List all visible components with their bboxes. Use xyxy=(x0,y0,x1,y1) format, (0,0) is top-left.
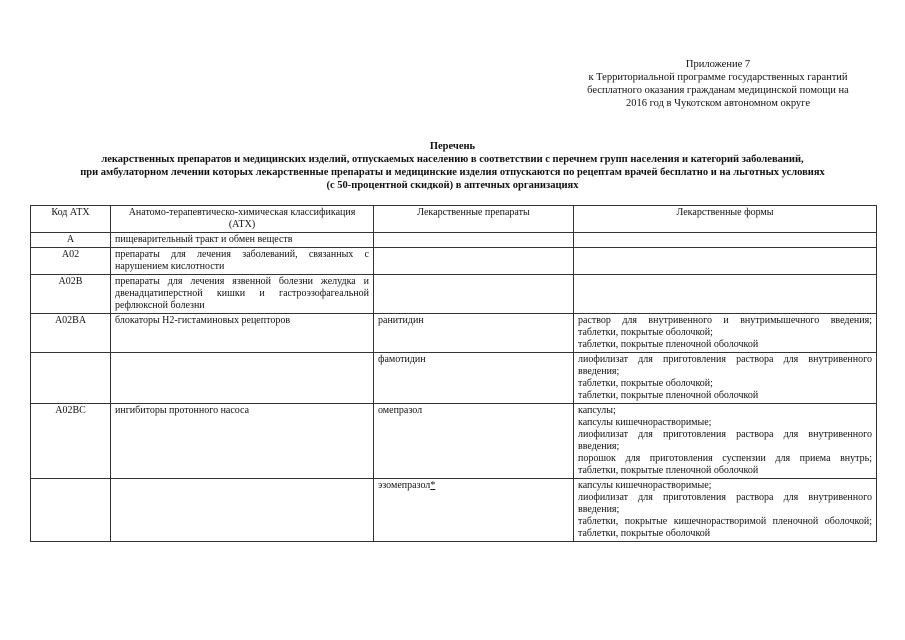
form-item: лиофилизат для приготовления раствора для внутривенного введения; xyxy=(578,354,872,377)
drug-forms xyxy=(574,479,877,542)
title-line: (с 50-процентной скидкой) в аптечных организациях xyxy=(326,180,579,191)
drug-forms xyxy=(574,353,877,404)
atx-class: блокаторы H2-гистаминовых рецепторов xyxy=(111,314,374,353)
header-code: Код АТХ xyxy=(31,206,111,233)
header-drugs: Лекарственные препараты xyxy=(374,206,574,233)
drug-name xyxy=(374,248,574,275)
atx-class xyxy=(111,353,374,404)
drug-forms xyxy=(574,275,877,314)
form-item: таблетки, покрытые пленочной оболочкой xyxy=(578,339,759,350)
header-classification: Анатомо-терапевтическо-химическая классификация (АТХ) xyxy=(111,206,374,233)
appendix-line: бесплатного оказания гражданам медицинской помощи на xyxy=(587,85,849,96)
table-header-row xyxy=(31,206,877,233)
drug-forms xyxy=(574,314,877,353)
form-item: порошок для приготовления суспензии для приема внутрь; xyxy=(578,453,872,464)
header-forms: Лекарственные формы xyxy=(574,206,877,233)
drug-name: ранитидин xyxy=(374,314,574,353)
drug-forms xyxy=(574,404,877,479)
atx-code: A xyxy=(31,233,111,248)
form-item: таблетки, покрытые оболочкой; xyxy=(578,327,713,338)
table-row xyxy=(31,248,877,275)
table-row xyxy=(31,275,877,314)
drug-name: омепразол xyxy=(374,404,574,479)
table-row xyxy=(31,233,877,248)
atx-code: A02B xyxy=(31,275,111,314)
form-item: таблетки, покрытые оболочкой xyxy=(578,528,711,539)
form-item: капсулы; xyxy=(578,405,616,416)
form-item: раствор для внутривенного и внутримышечного введения; xyxy=(578,315,872,326)
atx-code xyxy=(31,353,111,404)
atx-class: препараты для лечения язвенной болезни желудка и двенадцатиперстной кишки и гастроэзофагеальной рефлюксной болезни xyxy=(111,275,374,314)
drug-name xyxy=(374,275,574,314)
form-item: капсулы кишечнорастворимые; xyxy=(578,480,712,491)
title-line: при амбулаторном лечении которых лекарственные препараты и медицинские изделия отпускаются по рецептам врачей бесплатно и на льготных условиях xyxy=(80,167,825,178)
title-line: лекарственных препаратов и медицинских изделий, отпускаемых населению в соответствии с перечнем групп населения и категорий заболеваний, xyxy=(101,154,804,165)
title-heading: Перечень xyxy=(429,141,476,152)
drug-name xyxy=(374,233,574,248)
form-item: лиофилизат для приготовления раствора для внутривенного введения; xyxy=(578,429,872,452)
appendix-number: Приложение 7 xyxy=(685,59,751,70)
atx-code xyxy=(31,479,111,542)
appendix-line: к Территориальной программе государственных гарантий xyxy=(588,72,848,83)
table-row xyxy=(31,479,877,542)
drug-name: фамотидин xyxy=(374,353,574,404)
atx-table xyxy=(30,205,877,542)
atx-class xyxy=(111,479,374,542)
form-item: таблетки, покрытые пленочной оболочкой xyxy=(578,465,759,476)
atx-code: A02 xyxy=(31,248,111,275)
appendix-line: 2016 год в Чукотском автономном округе xyxy=(625,98,811,109)
form-item: таблетки, покрытые кишечнорастворимой пленочной оболочкой; xyxy=(578,516,872,527)
form-item: капсулы кишечнорастворимые; xyxy=(578,417,712,428)
footnote-link[interactable]: * xyxy=(430,480,436,491)
drug-forms xyxy=(574,248,877,275)
table-row xyxy=(31,353,877,404)
atx-class: препараты для лечения заболеваний, связанных с нарушением кислотности xyxy=(111,248,374,275)
form-item: лиофилизат для приготовления раствора для внутривенного введения; xyxy=(578,492,872,515)
atx-class: пищеварительный тракт и обмен веществ xyxy=(111,233,374,248)
atx-code: A02BC xyxy=(31,404,111,479)
document-title xyxy=(30,140,875,192)
form-item: таблетки, покрытые оболочкой; xyxy=(578,378,713,389)
drug-forms xyxy=(574,233,877,248)
table-row xyxy=(31,404,877,479)
atx-class: ингибиторы протонного насоса xyxy=(111,404,374,479)
form-item: таблетки, покрытые пленочной оболочкой xyxy=(578,390,759,401)
drug-name xyxy=(374,479,574,542)
atx-code: A02BA xyxy=(31,314,111,353)
drug-name-text: эзомепразол xyxy=(378,480,431,491)
table-row xyxy=(31,314,877,353)
appendix-header xyxy=(548,58,888,110)
